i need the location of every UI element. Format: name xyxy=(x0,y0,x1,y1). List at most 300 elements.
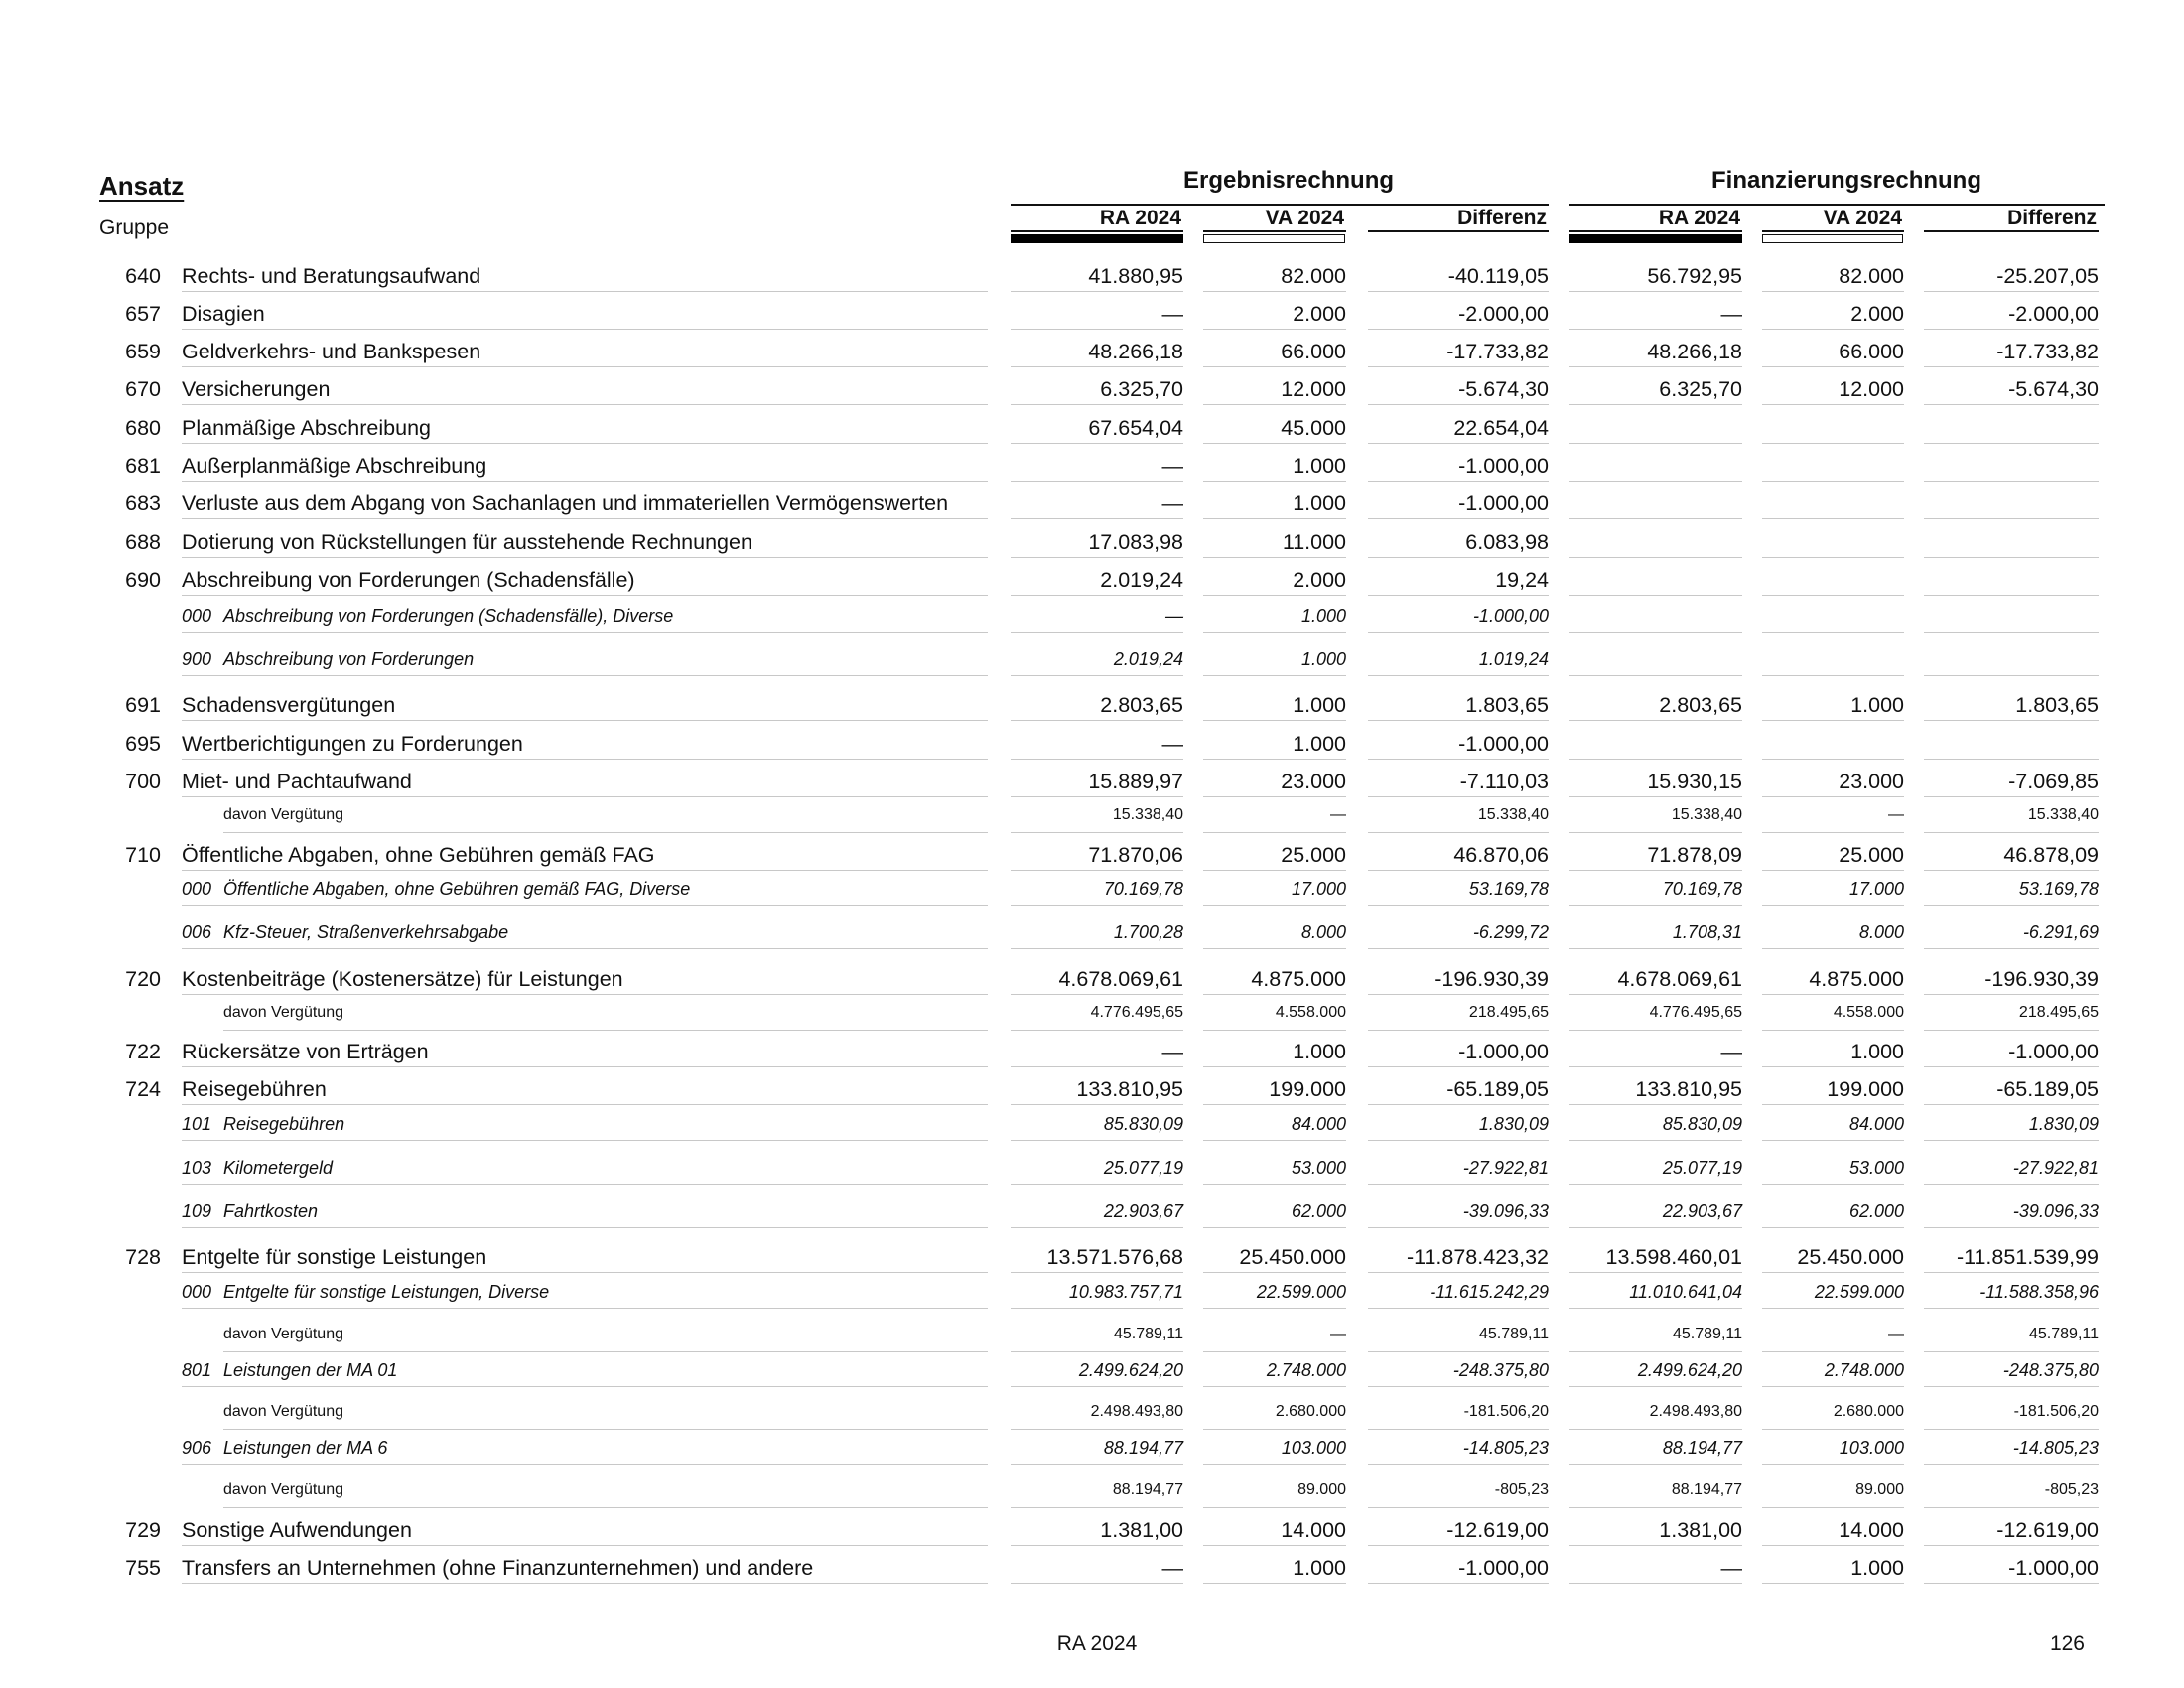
cell-rule xyxy=(1203,1386,1346,1387)
cell-rule xyxy=(1368,1351,1549,1352)
cell-rule xyxy=(1762,1583,1904,1584)
cell-rule xyxy=(1011,905,1183,906)
cell-rule xyxy=(1924,1545,2099,1546)
cell-finanz-differenz: -12.619,00 xyxy=(1996,1518,2099,1542)
cell-ergebnis-va-2024: — xyxy=(1330,806,1346,823)
cell-rule xyxy=(1203,1507,1346,1508)
cell-ergebnis-va-2024: 1.000 xyxy=(1293,693,1346,717)
cell-rule xyxy=(1368,720,1549,721)
cell-rule xyxy=(1762,720,1904,721)
cell-finanz-ra-2024: 88.194,77 xyxy=(1662,1438,1742,1458)
cell-rule xyxy=(1203,1104,1346,1105)
page-number: 126 xyxy=(2049,1632,2085,1655)
cell-ergebnis-va-2024: 2.680.000 xyxy=(1275,1403,1346,1420)
cell-ergebnis-ra-2024: 13.571.576,68 xyxy=(1046,1245,1183,1269)
cell-ergebnis-differenz: 15.338,40 xyxy=(1477,806,1549,823)
cell-finanz-differenz: 45.789,11 xyxy=(2029,1326,2099,1342)
cell-ergebnis-va-2024: 53.000 xyxy=(1291,1158,1346,1178)
cell-rule xyxy=(1762,675,1904,676)
column-header-underline xyxy=(1203,230,1346,232)
cell-ergebnis-va-2024: 17.000 xyxy=(1291,879,1346,899)
cell-finanz-va-2024: 1.000 xyxy=(1850,1556,1904,1580)
cell-rule xyxy=(1368,1272,1549,1273)
cell-ergebnis-differenz: -40.119,05 xyxy=(1447,264,1549,288)
cell-ergebnis-differenz: -17.733,82 xyxy=(1446,340,1549,363)
cell-rule xyxy=(1569,1066,1742,1067)
column-header-underline xyxy=(1762,230,1904,232)
cell-finanz-ra-2024: 45.789,11 xyxy=(1673,1326,1742,1342)
cell-rule xyxy=(1569,1583,1742,1584)
cell-rule xyxy=(1368,905,1549,906)
cell-rule xyxy=(1924,1386,2099,1387)
cell-rule xyxy=(1762,1066,1904,1067)
cell-finanz-differenz: -25.207,05 xyxy=(1996,264,2099,288)
cell-finanz-ra-2024: 15.338,40 xyxy=(1671,806,1742,823)
cell-rule xyxy=(1762,481,1904,482)
row-code: 722 xyxy=(125,1040,161,1063)
cell-ergebnis-ra-2024: 10.983.757,71 xyxy=(1068,1282,1183,1302)
cell-ergebnis-differenz: -65.189,05 xyxy=(1446,1077,1549,1101)
row-rule xyxy=(223,1030,988,1031)
cell-rule xyxy=(1203,870,1346,871)
cell-rule xyxy=(1203,1227,1346,1228)
cell-finanz-va-2024: 199.000 xyxy=(1827,1077,1904,1101)
cell-rule xyxy=(1569,759,1742,760)
legend-bar-budget xyxy=(1762,234,1903,243)
cell-finanz-ra-2024: 4.678.069,61 xyxy=(1617,967,1742,991)
row-label: Verluste aus dem Abgang von Sachanlagen und immateriellen Vermögenswerten xyxy=(182,492,949,515)
cell-rule xyxy=(1924,759,2099,760)
cell-rule xyxy=(1203,1066,1346,1067)
cell-rule xyxy=(1924,905,2099,906)
row-code: 109 xyxy=(182,1201,212,1221)
cell-finanz-va-2024: 1.000 xyxy=(1850,693,1904,717)
cell-rule xyxy=(1368,291,1549,292)
finanzierungsrechnung-rule xyxy=(1569,204,2105,206)
cell-finanz-ra-2024: 2.498.493,80 xyxy=(1649,1403,1742,1420)
cell-finanz-differenz: -65.189,05 xyxy=(1996,1077,2099,1101)
cell-rule xyxy=(1203,1351,1346,1352)
cell-ergebnis-differenz: 6.083,98 xyxy=(1465,530,1549,554)
cell-finanz-differenz: -39.096,33 xyxy=(2012,1201,2099,1221)
cell-ergebnis-va-2024: 4.558.000 xyxy=(1275,1004,1346,1021)
cell-finanz-differenz: 1.830,09 xyxy=(2028,1114,2099,1134)
cell-rule xyxy=(1762,1272,1904,1273)
cell-rule xyxy=(1924,481,2099,482)
cell-rule xyxy=(1368,994,1549,995)
cell-rule xyxy=(1368,1545,1549,1546)
cell-rule xyxy=(1569,1184,1742,1185)
row-rule xyxy=(182,632,988,633)
cell-rule xyxy=(1368,518,1549,519)
cell-finanz-va-2024: 89.000 xyxy=(1855,1481,1904,1498)
row-code: 000 xyxy=(182,606,212,626)
cell-ergebnis-ra-2024: 41.880,95 xyxy=(1088,264,1183,288)
row-rule xyxy=(223,1507,988,1508)
column-header-underline xyxy=(1368,230,1549,232)
row-label: davon Vergütung xyxy=(223,1481,343,1498)
row-label: Öffentliche Abgaben, ohne Gebühren gemäß FAG xyxy=(182,843,655,867)
row-code: 688 xyxy=(125,530,161,554)
cell-ergebnis-ra-2024: — xyxy=(1161,1556,1183,1580)
row-rule xyxy=(223,1429,988,1430)
cell-rule xyxy=(1569,1464,1742,1465)
cell-rule xyxy=(1203,518,1346,519)
cell-finanz-differenz: -181.506,20 xyxy=(2013,1403,2099,1420)
cell-rule xyxy=(1011,1351,1183,1352)
cell-rule xyxy=(1924,1429,2099,1430)
cell-finanz-differenz: -7.069,85 xyxy=(2008,770,2099,793)
row-code: 900 xyxy=(182,649,212,669)
cell-ergebnis-differenz: -14.805,23 xyxy=(1462,1438,1549,1458)
cell-rule xyxy=(1203,796,1346,797)
cell-rule xyxy=(1762,1184,1904,1185)
cell-rule xyxy=(1924,1066,2099,1067)
cell-rule xyxy=(1569,481,1742,482)
cell-finanz-va-2024: 25.450.000 xyxy=(1797,1245,1904,1269)
cell-finanz-va-2024: 12.000 xyxy=(1839,377,1904,401)
cell-rule xyxy=(1368,948,1549,949)
cell-rule xyxy=(1569,329,1742,330)
cell-rule xyxy=(1569,518,1742,519)
column-header-underline xyxy=(1569,230,1742,232)
cell-rule xyxy=(1569,1386,1742,1387)
row-rule xyxy=(182,1272,988,1273)
cell-ergebnis-ra-2024: 2.498.493,80 xyxy=(1090,1403,1183,1420)
column-header-ergebnis-differenz: Differenz xyxy=(1457,207,1547,229)
cell-rule xyxy=(1569,870,1742,871)
cell-rule xyxy=(1011,1104,1183,1105)
row-label: Miet- und Pachtaufwand xyxy=(182,770,412,793)
cell-rule xyxy=(1368,329,1549,330)
cell-finanz-differenz: 1.803,65 xyxy=(2015,693,2099,717)
cell-rule xyxy=(1569,1351,1742,1352)
cell-ergebnis-differenz: -7.110,03 xyxy=(1459,770,1549,793)
cell-rule xyxy=(1011,557,1183,558)
cell-rule xyxy=(1203,1545,1346,1546)
cell-rule xyxy=(1368,1140,1549,1141)
cell-finanz-va-2024: 25.000 xyxy=(1839,843,1904,867)
row-code: 683 xyxy=(125,492,161,515)
ergebnisrechnung-rule xyxy=(1011,204,1549,206)
row-code: 000 xyxy=(182,879,212,899)
cell-rule xyxy=(1011,1140,1183,1141)
cell-ergebnis-differenz: -27.922,81 xyxy=(1462,1158,1549,1178)
cell-rule xyxy=(1368,1184,1549,1185)
cell-rule xyxy=(1569,443,1742,444)
cell-rule xyxy=(1368,404,1549,405)
cell-ergebnis-ra-2024: — xyxy=(1161,1040,1183,1063)
cell-rule xyxy=(1924,948,2099,949)
cell-ergebnis-differenz: 53.169,78 xyxy=(1468,879,1549,899)
cell-ergebnis-va-2024: 1.000 xyxy=(1293,1556,1346,1580)
row-code: 670 xyxy=(125,377,161,401)
row-rule xyxy=(182,948,988,949)
cell-rule xyxy=(1368,1429,1549,1430)
cell-rule xyxy=(1203,1583,1346,1584)
cell-rule xyxy=(1762,595,1904,596)
cell-ergebnis-ra-2024: 4.776.495,65 xyxy=(1090,1004,1183,1021)
row-code: 906 xyxy=(182,1438,212,1458)
cell-ergebnis-ra-2024: 17.083,98 xyxy=(1088,530,1183,554)
cell-ergebnis-differenz: -1.000,00 xyxy=(1458,1040,1549,1063)
cell-ergebnis-differenz: -11.878.423,32 xyxy=(1406,1245,1549,1269)
cell-rule xyxy=(1011,518,1183,519)
cell-rule xyxy=(1924,1030,2099,1031)
row-label: Entgelte für sonstige Leistungen, Diverse xyxy=(223,1282,550,1302)
row-code: 680 xyxy=(125,416,161,440)
cell-rule xyxy=(1924,1272,2099,1273)
cell-rule xyxy=(1762,1464,1904,1465)
cell-finanz-ra-2024: — xyxy=(1720,1040,1742,1063)
cell-rule xyxy=(1569,1030,1742,1031)
cell-rule xyxy=(1569,291,1742,292)
row-label: Geldverkehrs- und Bankspesen xyxy=(182,340,481,363)
cell-ergebnis-va-2024: 14.000 xyxy=(1281,1518,1346,1542)
cell-rule xyxy=(1011,1030,1183,1031)
cell-ergebnis-differenz: -248.375,80 xyxy=(1452,1360,1549,1380)
row-label: Abschreibung von Forderungen (Schadensfälle) xyxy=(182,568,635,592)
cell-ergebnis-va-2024: 45.000 xyxy=(1281,416,1346,440)
row-rule xyxy=(182,870,988,871)
cell-rule xyxy=(1011,870,1183,871)
row-rule xyxy=(182,518,988,519)
cell-finanz-ra-2024: 15.930,15 xyxy=(1647,770,1742,793)
cell-finanz-differenz: -17.733,82 xyxy=(1996,340,2099,363)
gruppe-heading: Gruppe xyxy=(99,216,170,239)
cell-rule xyxy=(1011,291,1183,292)
cell-finanz-differenz: -5.674,30 xyxy=(2008,377,2099,401)
cell-rule xyxy=(1368,443,1549,444)
cell-finanz-va-2024: 103.000 xyxy=(1839,1438,1904,1458)
cell-finanz-ra-2024: 2.803,65 xyxy=(1659,693,1742,717)
cell-rule xyxy=(1203,1140,1346,1141)
cell-finanz-differenz: -1.000,00 xyxy=(2008,1040,2099,1063)
cell-ergebnis-va-2024: 1.000 xyxy=(1293,492,1346,515)
row-rule xyxy=(182,1386,988,1387)
row-rule xyxy=(182,404,988,405)
cell-ergebnis-va-2024: 25.000 xyxy=(1281,843,1346,867)
column-header-ergebnis-ra-2024: RA 2024 xyxy=(1099,207,1181,229)
cell-finanz-ra-2024: 22.903,67 xyxy=(1662,1201,1742,1221)
row-code: 000 xyxy=(182,1282,212,1302)
cell-finanz-ra-2024: 4.776.495,65 xyxy=(1649,1004,1742,1021)
row-code: 691 xyxy=(125,693,161,717)
cell-ergebnis-differenz: 1.019,24 xyxy=(1478,649,1549,669)
cell-rule xyxy=(1011,1583,1183,1584)
row-rule xyxy=(182,329,988,330)
cell-rule xyxy=(1011,632,1183,633)
row-code: 690 xyxy=(125,568,161,592)
cell-rule xyxy=(1368,481,1549,482)
cell-ergebnis-ra-2024: 2.019,24 xyxy=(1113,649,1183,669)
column-header-ergebnis-va-2024: VA 2024 xyxy=(1265,207,1344,229)
cell-rule xyxy=(1924,329,2099,330)
cell-ergebnis-va-2024: 103.000 xyxy=(1281,1438,1346,1458)
cell-rule xyxy=(1762,1227,1904,1228)
cell-finanz-differenz: 218.495,65 xyxy=(2018,1004,2099,1021)
cell-ergebnis-va-2024: 62.000 xyxy=(1291,1201,1346,1221)
cell-ergebnis-va-2024: 1.000 xyxy=(1293,732,1346,756)
cell-ergebnis-ra-2024: 45.789,11 xyxy=(1114,1326,1183,1342)
cell-finanz-differenz: -1.000,00 xyxy=(2008,1556,2099,1580)
cell-rule xyxy=(1011,404,1183,405)
cell-finanz-va-2024: 23.000 xyxy=(1839,770,1904,793)
cell-rule xyxy=(1762,1104,1904,1105)
cell-rule xyxy=(1569,1429,1742,1430)
cell-finanz-va-2024: 2.000 xyxy=(1850,302,1904,326)
row-label: Dotierung von Rückstellungen für ausstehende Rechnungen xyxy=(182,530,752,554)
cell-rule xyxy=(1368,1464,1549,1465)
row-rule xyxy=(182,759,988,760)
cell-ergebnis-va-2024: 4.875.000 xyxy=(1251,967,1346,991)
cell-finanz-ra-2024: 13.598.460,01 xyxy=(1605,1245,1742,1269)
cell-finanz-va-2024: 2.680.000 xyxy=(1833,1403,1904,1420)
legend-bar-budget xyxy=(1203,234,1345,243)
cell-rule xyxy=(1924,720,2099,721)
row-code: 006 xyxy=(182,922,212,942)
cell-finanz-ra-2024: 71.878,09 xyxy=(1647,843,1742,867)
cell-finanz-ra-2024: — xyxy=(1720,1556,1742,1580)
cell-ergebnis-ra-2024: 4.678.069,61 xyxy=(1058,967,1183,991)
cell-ergebnis-va-2024: 66.000 xyxy=(1281,340,1346,363)
cell-rule xyxy=(1569,557,1742,558)
cell-finanz-differenz: -14.805,23 xyxy=(2012,1438,2099,1458)
cell-finanz-ra-2024: 85.830,09 xyxy=(1662,1114,1742,1134)
cell-rule xyxy=(1924,1184,2099,1185)
cell-finanz-ra-2024: — xyxy=(1720,302,1742,326)
cell-rule xyxy=(1762,1545,1904,1546)
cell-rule xyxy=(1011,1066,1183,1067)
cell-rule xyxy=(1569,404,1742,405)
cell-rule xyxy=(1762,518,1904,519)
row-rule xyxy=(182,720,988,721)
cell-rule xyxy=(1011,1507,1183,1508)
cell-rule xyxy=(1924,291,2099,292)
cell-rule xyxy=(1762,948,1904,949)
column-header-underline xyxy=(1924,230,2099,232)
cell-finanz-va-2024: 14.000 xyxy=(1839,1518,1904,1542)
cell-finanz-differenz: -11.851.539,99 xyxy=(1956,1245,2099,1269)
footer-report-label: RA 2024 xyxy=(1056,1632,1138,1655)
row-code: 101 xyxy=(182,1114,212,1134)
row-label: Planmäßige Abschreibung xyxy=(182,416,431,440)
row-label: Leistungen der MA 01 xyxy=(223,1360,398,1380)
cell-ergebnis-differenz: -1.000,00 xyxy=(1458,732,1549,756)
row-rule xyxy=(182,366,988,367)
cell-rule xyxy=(1924,1464,2099,1465)
row-rule xyxy=(182,796,988,797)
row-code: 659 xyxy=(125,340,161,363)
cell-ergebnis-va-2024: 1.000 xyxy=(1293,454,1346,478)
cell-rule xyxy=(1924,1351,2099,1352)
cell-finanz-va-2024: 8.000 xyxy=(1858,922,1904,942)
cell-rule xyxy=(1011,1545,1183,1546)
cell-rule xyxy=(1762,1140,1904,1141)
cell-ergebnis-va-2024: 89.000 xyxy=(1297,1481,1346,1498)
row-code: 729 xyxy=(125,1518,161,1542)
cell-rule xyxy=(1762,905,1904,906)
cell-ergebnis-ra-2024: 1.700,28 xyxy=(1113,922,1183,942)
cell-rule xyxy=(1762,1030,1904,1031)
cell-rule xyxy=(1762,329,1904,330)
row-rule xyxy=(223,1351,988,1352)
cell-ergebnis-ra-2024: 6.325,70 xyxy=(1100,377,1183,401)
cell-rule xyxy=(1011,675,1183,676)
cell-rule xyxy=(1011,481,1183,482)
cell-rule xyxy=(1569,366,1742,367)
row-rule xyxy=(182,1140,988,1141)
cell-finanz-va-2024: 53.000 xyxy=(1848,1158,1904,1178)
row-code: 710 xyxy=(125,843,161,867)
cell-rule xyxy=(1924,366,2099,367)
row-rule xyxy=(182,481,988,482)
cell-finanz-va-2024: 4.875.000 xyxy=(1809,967,1904,991)
cell-rule xyxy=(1924,404,2099,405)
row-rule xyxy=(182,1184,988,1185)
cell-rule xyxy=(1011,759,1183,760)
cell-ergebnis-ra-2024: 88.194,77 xyxy=(1103,1438,1183,1458)
row-code: 657 xyxy=(125,302,161,326)
cell-rule xyxy=(1368,1104,1549,1105)
row-code: 728 xyxy=(125,1245,161,1269)
cell-rule xyxy=(1924,1507,2099,1508)
cell-ergebnis-differenz: 22.654,04 xyxy=(1453,416,1549,440)
cell-ergebnis-ra-2024: 70.169,78 xyxy=(1103,879,1183,899)
cell-ergebnis-differenz: -1.000,00 xyxy=(1458,454,1549,478)
row-label: Sonstige Aufwendungen xyxy=(182,1518,412,1542)
cell-rule xyxy=(1762,759,1904,760)
column-header-finanz-differenz: Differenz xyxy=(2007,207,2097,229)
cell-rule xyxy=(1762,366,1904,367)
cell-finanz-ra-2024: 2.499.624,20 xyxy=(1637,1360,1742,1380)
cell-rule xyxy=(1203,720,1346,721)
cell-ergebnis-differenz: -805,23 xyxy=(1494,1481,1549,1498)
row-label: Öffentliche Abgaben, ohne Gebühren gemäß FAG, Diverse xyxy=(223,879,691,899)
row-rule xyxy=(182,557,988,558)
cell-finanz-ra-2024: 88.194,77 xyxy=(1671,1481,1742,1498)
cell-rule xyxy=(1011,1227,1183,1228)
cell-rule xyxy=(1368,595,1549,596)
row-label: davon Vergütung xyxy=(223,1326,343,1342)
cell-finanz-ra-2024: 25.077,19 xyxy=(1662,1158,1742,1178)
cell-finanz-va-2024: 62.000 xyxy=(1848,1201,1904,1221)
cell-ergebnis-va-2024: 8.000 xyxy=(1300,922,1346,942)
cell-ergebnis-ra-2024: 25.077,19 xyxy=(1103,1158,1183,1178)
row-rule xyxy=(182,1104,988,1105)
row-code: 640 xyxy=(125,264,161,288)
cell-finanz-ra-2024: 1.381,00 xyxy=(1659,1518,1742,1542)
cell-finanz-va-2024: 82.000 xyxy=(1839,264,1904,288)
cell-rule xyxy=(1924,832,2099,833)
cell-ergebnis-differenz: -5.674,30 xyxy=(1458,377,1549,401)
row-label: Transfers an Unternehmen (ohne Finanzunternehmen) und andere xyxy=(182,1556,814,1580)
row-code: 755 xyxy=(125,1556,161,1580)
ansatz-heading: Ansatz xyxy=(99,171,185,201)
cell-finanz-va-2024: 17.000 xyxy=(1848,879,1904,899)
cell-rule xyxy=(1011,366,1183,367)
row-rule xyxy=(182,905,988,906)
row-label: Kfz-Steuer, Straßenverkehrsabgabe xyxy=(223,922,509,942)
cell-ergebnis-differenz: -11.615.242,29 xyxy=(1430,1282,1549,1302)
row-code: 695 xyxy=(125,732,161,756)
cell-ergebnis-va-2024: — xyxy=(1330,1326,1346,1342)
cell-ergebnis-va-2024: 1.000 xyxy=(1300,606,1346,626)
cell-rule xyxy=(1924,675,2099,676)
cell-ergebnis-ra-2024: — xyxy=(1165,606,1183,626)
cell-rule xyxy=(1203,1184,1346,1185)
cell-rule xyxy=(1569,832,1742,833)
